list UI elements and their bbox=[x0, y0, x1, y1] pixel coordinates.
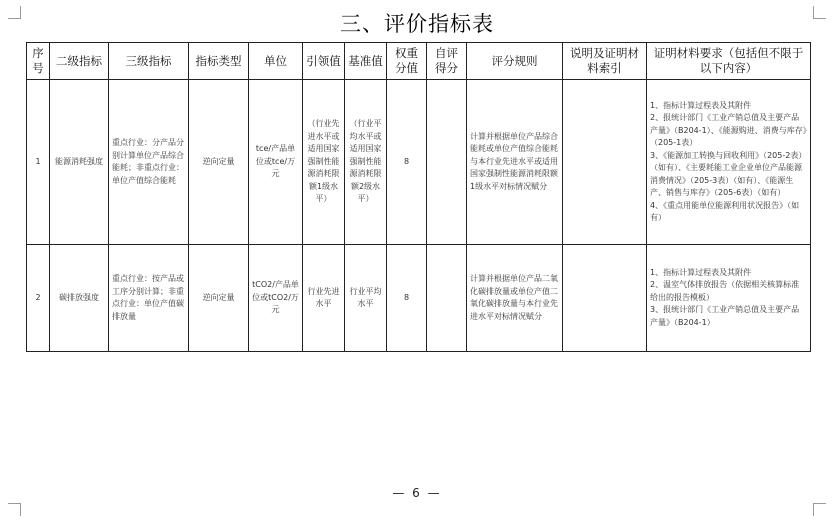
cell-type: 逆向定量 bbox=[189, 80, 249, 245]
table-row bbox=[27, 245, 811, 352]
cell-requirements bbox=[647, 245, 811, 352]
header-requirements: 证明材料要求（包括但不限于以下内容） bbox=[647, 43, 811, 80]
header-lead-value: 引领值 bbox=[303, 43, 345, 80]
cell-rules: 计算并根据单位产品综合能耗或单位产值综合能耗与本行业先进水平或适用国家强制性能源消耗限额1级水平对标情况赋分 bbox=[467, 80, 563, 245]
header-base-value: 基准值 bbox=[345, 43, 387, 80]
header-seq: 序号 bbox=[27, 43, 50, 80]
cell-lead-value: 行业先进水平 bbox=[303, 245, 345, 352]
requirement-item: 3、《能源加工转换与回收利用》（205-2表）（如有）、《主要耗能工业企业单位产品能源消费情况》（205-3表）（如有）、《能源生产、销售与库存》（205-6表）（如有） bbox=[650, 150, 807, 197]
cell-level2: 碳排放强度 bbox=[50, 245, 109, 352]
cell-seq: 2 bbox=[27, 245, 50, 352]
cell-rules: 计算并根据单位产品二氧化碳排放量或单位产值二氧化碳排放量与本行业先进水平对标情况赋分 bbox=[467, 245, 563, 352]
cell-index bbox=[563, 80, 647, 245]
cell-unit: tce/产品单位或tce/万元 bbox=[249, 80, 303, 245]
section-title: 三、评价指标表 bbox=[340, 12, 494, 36]
header-level2: 二级指标 bbox=[50, 43, 109, 80]
header-unit: 单位 bbox=[249, 43, 303, 80]
requirement-item: 2、温室气体排放报告（依据相关核算标准给出的报告模板） bbox=[650, 280, 800, 302]
cell-requirements bbox=[647, 80, 811, 245]
requirement-item: 2、报统计部门《工业产销总值及主要产品产量》（B204-1）、《能源购进、消费与库存》（205-1表） bbox=[650, 113, 807, 147]
requirement-item: 1、指标计算过程表及其附件 bbox=[650, 267, 752, 277]
evaluation-table bbox=[26, 42, 811, 352]
cell-seq: 1 bbox=[27, 80, 50, 245]
cell-level3: 重点行业：分产品分别计算单位产品综合能耗；非重点行业：单位产值综合能耗 bbox=[109, 80, 189, 245]
requirement-item: 1、指标计算过程表及其附件 bbox=[650, 100, 752, 110]
cell-index bbox=[563, 245, 647, 352]
table-row bbox=[27, 80, 811, 245]
header-index: 说明及证明材料索引 bbox=[563, 43, 647, 80]
cell-self-score bbox=[427, 80, 467, 245]
page-number: — 6 — bbox=[392, 486, 442, 500]
requirement-item: 4、《重点用能单位能源利用状况报告》（如有） bbox=[650, 200, 800, 222]
header-weight: 权重分值 bbox=[387, 43, 427, 80]
cell-base-value: 行业平均水平 bbox=[345, 245, 387, 352]
cell-base-value: （行业平均水平或适用国家强制性能源消耗限额2级水平） bbox=[345, 80, 387, 245]
header-level3: 三级指标 bbox=[109, 43, 189, 80]
cell-unit: tCO2/产品单位或tCO2/万元 bbox=[249, 245, 303, 352]
cell-weight: 8 bbox=[387, 80, 427, 245]
header-type: 指标类型 bbox=[189, 43, 249, 80]
cell-weight: 8 bbox=[387, 245, 427, 352]
crop-mark-bottom-left bbox=[8, 503, 21, 516]
header-self-score: 自评得分 bbox=[427, 43, 467, 80]
cell-self-score bbox=[427, 245, 467, 352]
requirement-item: 3、报统计部门《工业产销总值及主要产品产量》（B204-1） bbox=[650, 305, 800, 327]
cell-type: 逆向定量 bbox=[189, 245, 249, 352]
header-rules: 评分规则 bbox=[467, 43, 563, 80]
cell-lead-value: （行业先进水平或适用国家强制性能源消耗限额1级水平） bbox=[303, 80, 345, 245]
header-row bbox=[27, 43, 811, 80]
crop-mark-bottom-right bbox=[813, 503, 826, 516]
cell-level2: 能源消耗强度 bbox=[50, 80, 109, 245]
cell-level3: 重点行业：按产品或工序分别计算；非重点行业：单位产值碳排放量 bbox=[109, 245, 189, 352]
